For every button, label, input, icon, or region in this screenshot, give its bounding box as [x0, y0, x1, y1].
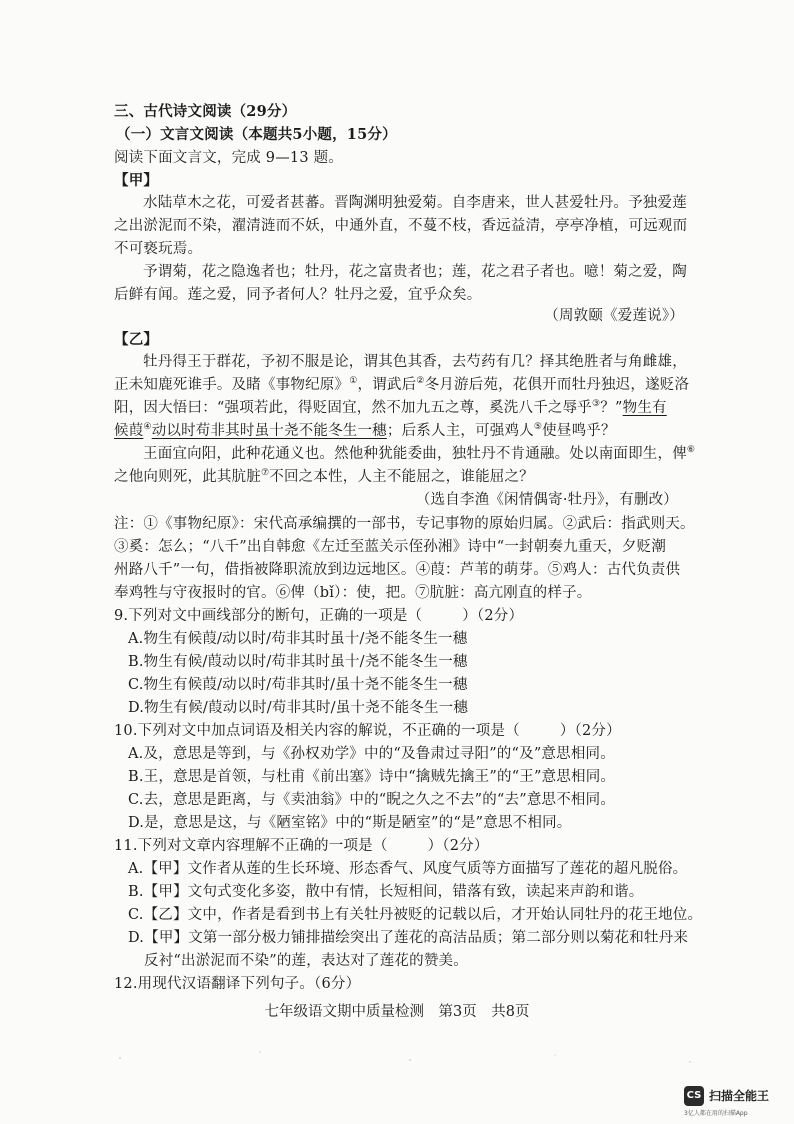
question-9-option: B.物生有候/葭动以时/苟非其时虽十/尧不能冬生一穗: [128, 654, 468, 670]
passage-b-line: 之他向则死，此其肮脏⑦不回之本性，人主不能屈之，谁能屈之？: [114, 468, 534, 485]
underlined-sentence: 候葭: [114, 423, 144, 439]
question-9-stem: 9.下列对文中画线部分的断句，正确的一项是（ ）（2分）: [114, 608, 524, 624]
footnote-marker: ①: [349, 376, 358, 387]
section-subheading: （一）文言文阅读（本题共5小题，15分）: [116, 126, 397, 143]
passage-a-source: （周敦颐《爱莲说》）: [544, 308, 684, 324]
passage-a-line: 予谓菊，花之隐逸者也；牡丹，花之富贵者也；莲，花之君子者也。噫！菊之爱，陶: [143, 264, 687, 280]
question-11-option: B.【甲】文句式变化多姿，散中有情，长短相间，错落有致，读起来声韵和谐。: [128, 884, 644, 900]
passage-b-source: （选自李渔《闲情偶寄·牡丹》，有删改）: [415, 492, 678, 508]
footnote-marker: ④: [143, 422, 152, 433]
note-line: 州路八千”一句，借指被降职流放到边远地区。④葭：芦苇的萌芽。⑤鸡人：古代负责供: [114, 562, 681, 578]
footnote-marker: ③: [592, 399, 601, 410]
question-9-option: C.物生有候葭/动以时/苟非其时/虽十尧不能冬生一穗: [128, 677, 468, 693]
passage-a-line: 水陆草木之花，可爱者甚蕃。晋陶渊明独爱菊。自李唐来，世人甚爱牡丹。予独爱莲: [143, 195, 687, 211]
underlined-sentence: 动以时苟非其时虽十尧不能冬生一穗: [151, 423, 387, 439]
instruction-text: 阅读下面文言文，完成 9—13 题。: [114, 150, 343, 166]
underlined-sentence: 物生有: [622, 400, 667, 416]
question-10-option: D.是，意思是这，与《陋室铭》中的“斯是陋室”的“是”意思不相同。: [128, 815, 572, 831]
note-line: 注：①《事物纪原》：宋代高承编撰的一部书，专记事物的原始归属。②武后：指武则天。: [114, 516, 695, 532]
scan-noise: [0, 1040, 794, 1070]
scanner-app-icon: CS: [684, 1086, 704, 1106]
question-9-option: A.物生有候葭/动以时/苟非其时虽十/尧不能冬生一穗: [128, 631, 468, 647]
question-10-option: A.及，意思是等到，与《孙权劝学》中的“及鲁肃过寻阳”的“及”意思相同。: [128, 746, 615, 762]
passage-b-line: 牡丹得王于群花，予初不服是论，谓其色其香，去芍药有几？择其绝胜者与角雌雄，: [143, 354, 687, 370]
passage-b-line: 王面宜向阳，此种花通义也。然他种犹能委曲，独牡丹不肯通融。处以南面即生，俾⑥: [143, 445, 696, 462]
question-10-option: B.王，意思是首领，与杜甫《前出塞》诗中“擒贼先擒王”的“王”意思相同。: [128, 769, 616, 785]
passage-b-line: 候葭④动以时苟非其时虽十尧不能冬生一穗；后系人主，可强鸡人⑤使昼鸣乎？: [114, 422, 616, 439]
passage-b-line: 正未知鹿死谁手。及睹《事物纪原》①，谓武后②冬月游后苑，花俱开而牡丹独迟，遂贬洛: [114, 376, 690, 393]
passage-a-line: 后鲜有闻。莲之爱，同予者何人？牡丹之爱，宜乎众矣。: [114, 287, 482, 303]
question-11-option: D.【甲】文第一部分极力铺排描绘突出了莲花的高洁品质；第二部分则以菊花和牡丹来: [128, 930, 689, 946]
footnote-marker: ⑦: [261, 468, 270, 479]
note-line: 奉鸡牲与守夜报时的官。⑥俾（bǐ）：使，把。⑦肮脏：高亢刚直的样子。: [114, 585, 592, 601]
question-11-option: 反衬“出淤泥而不染”的莲，表达对了莲花的赞美。: [144, 953, 468, 969]
scanner-watermark: [684, 1086, 784, 1116]
footnote-marker: ⑥: [686, 445, 696, 456]
question-9-option: D.物生有候/葭动以时/苟非其时/虽十尧不能冬生一穗: [128, 700, 469, 716]
passage-a-line: 不可亵玩焉。: [114, 241, 203, 257]
footnote-marker: ②: [416, 376, 425, 387]
question-12-stem: 12.用现代汉语翻译下列句子。（6分）: [114, 976, 361, 992]
footnote-marker: ⑤: [533, 422, 543, 433]
passage-b-line: 阳，因大悟曰：“强项若此，得贬固宜，然不加九五之尊，奚洗八千之辱乎③？”物生有: [114, 399, 667, 416]
question-11-option: A.【甲】文作者从莲的生长环境、形态香气、风度气质等方面描写了莲花的超凡脱俗。: [128, 861, 688, 877]
note-line: ③奚：怎么；“八千”出自韩愈《左迁至蓝关示侄孙湘》诗中“一封朝奏九重天，夕贬潮: [114, 539, 667, 555]
passage-a-label: 【甲】: [114, 172, 159, 189]
section-heading: 三、古代诗文阅读（29分）: [114, 103, 297, 120]
question-11-option: C.【乙】文中，作者是看到书上有关牡丹被贬的记载以后，才开始认同牡丹的花王地位。: [128, 907, 703, 923]
question-10-option: C.去，意思是距离，与《卖油翁》中的“睨之久之不去”的“去”意思不相同。: [128, 792, 616, 808]
passage-a-line: 之出淤泥而不染，濯清涟而不妖，中通外直，不蔓不枝，香远益清，亭亭净植，可远观而: [114, 218, 688, 234]
passage-b-label: 【乙】: [114, 331, 159, 348]
scanner-app-subtitle: 3亿人都在用的扫描App: [684, 1110, 748, 1117]
page-footer: 七年级语文期中质量检测 第3页 共8页: [264, 1004, 530, 1020]
scanner-app-title: 扫描全能王: [709, 1089, 770, 1103]
question-10-stem: 10.下列对文中加点词语及相关内容的解说，不正确的一项是（ ）（2分）: [114, 723, 621, 739]
question-11-stem: 11.下列对文章内容理解不正确的一项是（ ）（2分）: [114, 838, 489, 854]
